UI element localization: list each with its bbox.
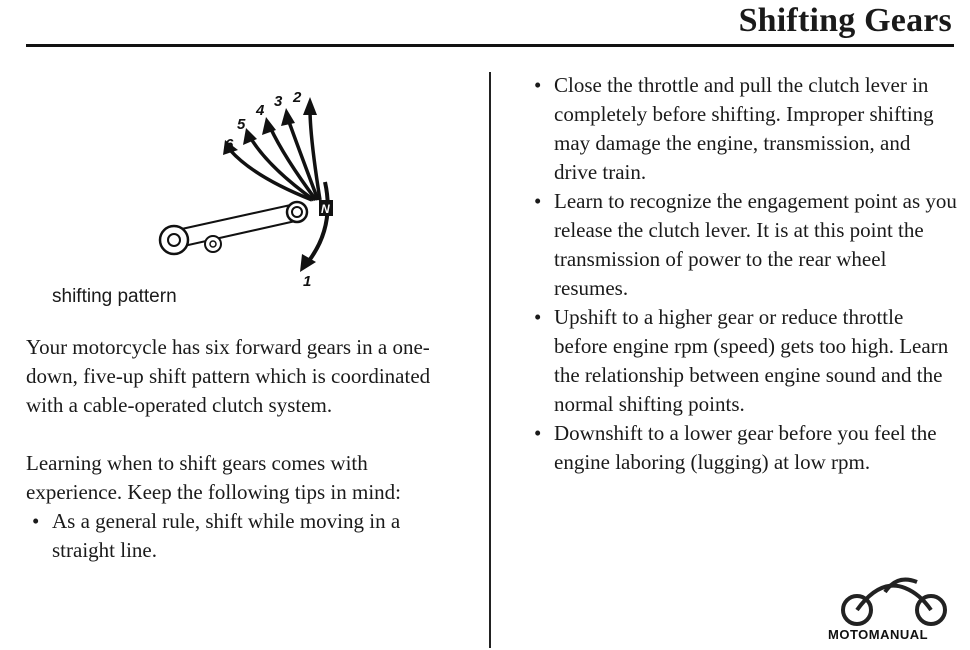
list-item: • Learn to recognize the engagement point as you release the clutch lever. It is at this point the transmission of power to the rear wheel resumes. — [528, 187, 958, 303]
tips-paragraph: Learning when to shift gears comes with experience. Keep the following tips in mind: — [26, 451, 401, 504]
page-title: Shifting Gears — [738, 2, 952, 39]
neutral-label: N — [321, 202, 330, 216]
watermark-text: MOTOMANUAL — [828, 627, 929, 642]
shift-lever — [160, 202, 307, 254]
right-column — [528, 71, 958, 477]
intro-paragraph: Your motorcycle has six forward gears in a one-down, five-up shift pattern which is coordinated with a cable-operated clutch system. — [26, 335, 431, 417]
right-tips-list — [528, 71, 958, 477]
gear-label-5: 5 — [237, 116, 246, 133]
list-item: • As a general rule, shift while moving in a straight line. — [26, 507, 466, 565]
figure-caption: shifting pattern — [52, 286, 177, 307]
column-divider — [489, 72, 491, 648]
title-rule — [26, 44, 954, 47]
gear-label-1: 1 — [303, 273, 312, 290]
list-item: • Downshift to a lower gear before you feel the engine laboring (lugging) at low rpm. — [528, 419, 958, 477]
gear-label-4: 4 — [256, 102, 265, 119]
gear-label-2: 2 — [293, 89, 302, 106]
list-item: • Close the throttle and pull the clutch lever in completely before shifting. Improper shifting may damage the engine, transmission, and drive train. — [528, 71, 958, 187]
left-column — [26, 333, 466, 565]
gear-label-6: 6 — [225, 136, 234, 153]
left-tips-list — [26, 507, 466, 565]
list-item: • Upshift to a higher gear or reduce throttle before engine rpm (speed) gets too high. Learn the relationship between engine sound and the normal shifting points. — [528, 303, 958, 419]
gear-label-3: 3 — [274, 93, 283, 110]
shift-pattern-diagram — [150, 82, 350, 292]
